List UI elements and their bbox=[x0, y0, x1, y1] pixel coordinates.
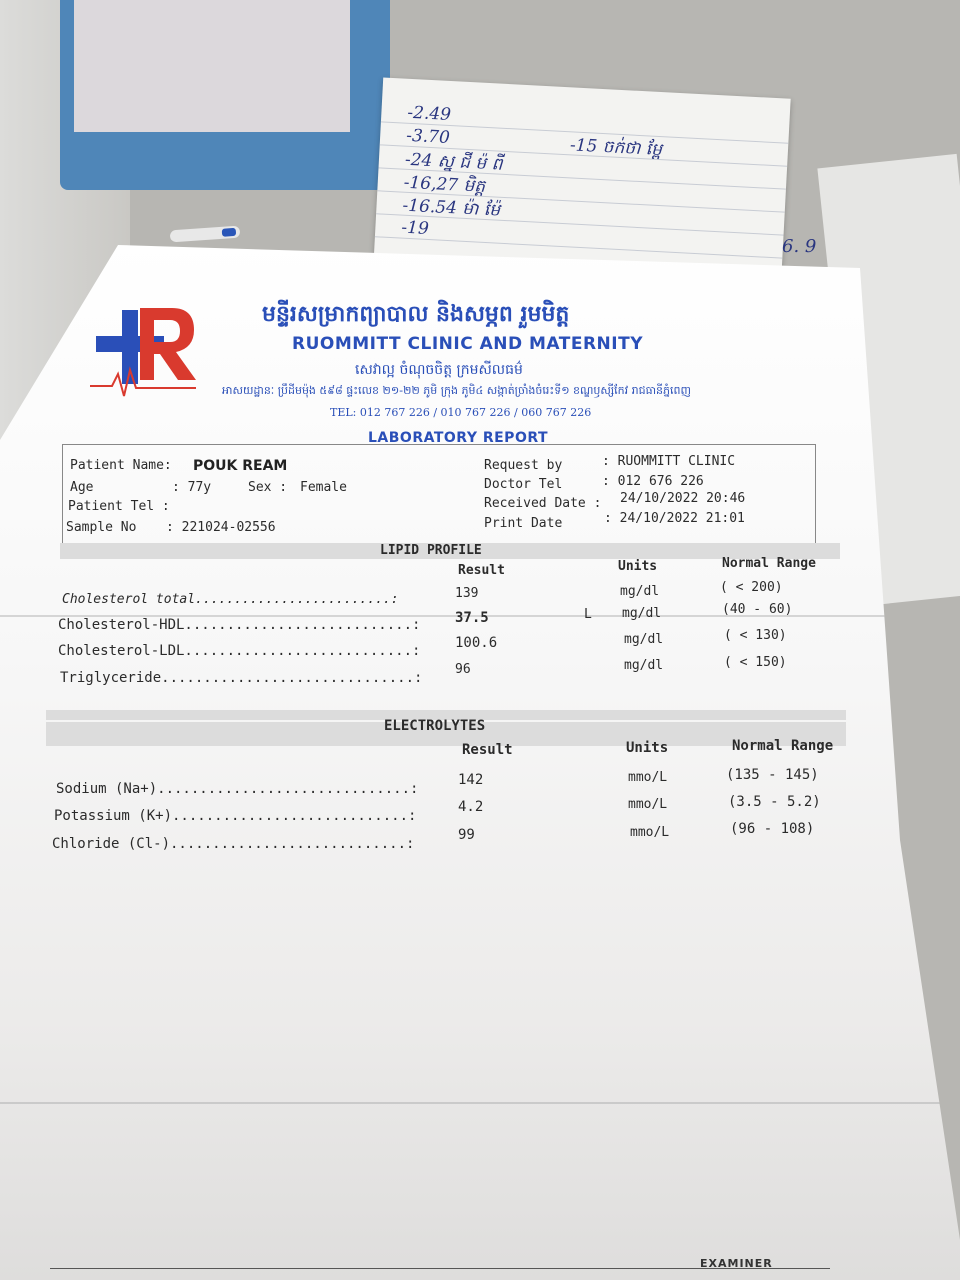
received-date-label: Received Date : bbox=[484, 496, 602, 511]
clinic-tel: TEL: 012 767 226 / 010 767 226 / 060 767 226 bbox=[330, 406, 592, 419]
patient-tel-label: Patient Tel : bbox=[68, 499, 170, 514]
request-by: : RUOMMITT CLINIC bbox=[602, 454, 736, 469]
lipid-units: mg/dl bbox=[624, 632, 664, 647]
note-corner: 6. 9 bbox=[782, 236, 817, 257]
lipid-result: 96 bbox=[455, 662, 471, 677]
lipid-test-name: Cholesterol-HDL...........................: bbox=[58, 617, 421, 633]
print-date: : 24/10/2022 21:01 bbox=[604, 511, 745, 526]
lipid-flag: L bbox=[584, 607, 592, 622]
electrolyte-result: 4.2 bbox=[458, 799, 484, 815]
received-date: 24/10/2022 20:46 bbox=[620, 491, 746, 506]
lipid-col-result: Result bbox=[458, 563, 505, 578]
sample-no-label: Sample No bbox=[66, 520, 137, 535]
electrolytes-col-units: Units bbox=[626, 740, 669, 756]
lipid-test-name: Triglyceride..............................: bbox=[60, 670, 423, 686]
examiner-label: EXAMINER bbox=[700, 1257, 773, 1270]
electrolyte-units: mmo/L bbox=[630, 825, 670, 840]
note-text: -19 bbox=[400, 217, 430, 240]
clinic-name: RUOMMITT CLINIC AND MATERNITY bbox=[292, 334, 644, 354]
print-date-label: Print Date bbox=[484, 516, 563, 531]
electrolyte-result: 99 bbox=[458, 827, 475, 843]
electrolyte-test-name: Potassium (K+)............................: bbox=[54, 808, 417, 824]
electrolytes-col-range: Normal Range bbox=[732, 738, 834, 754]
doctor-tel-label: Doctor Tel bbox=[484, 477, 563, 492]
lipid-units: mg/dl bbox=[624, 658, 664, 673]
lipid-result: 139 bbox=[455, 586, 479, 601]
lipid-test-name: Cholesterol-LDL...........................: bbox=[58, 643, 421, 659]
lipid-col-units: Units bbox=[618, 559, 658, 574]
sex-value: Female bbox=[300, 480, 347, 495]
electrolyte-units: mmo/L bbox=[628, 770, 668, 785]
sex-label: Sex : bbox=[248, 480, 288, 495]
lipid-result: 37.5 bbox=[455, 610, 489, 626]
report-title: LABORATORY REPORT bbox=[368, 430, 549, 446]
pen-cap bbox=[222, 228, 237, 237]
lipid-units: mg/dl bbox=[620, 584, 660, 599]
note-text: -3.70 bbox=[405, 125, 451, 149]
age-value: : 77y bbox=[172, 480, 212, 495]
note-text-right: -15 ចក់ថា ម្ពែ bbox=[569, 135, 663, 161]
request-by-label: Request by bbox=[484, 458, 563, 473]
age-label: Age bbox=[70, 480, 94, 495]
electrolyte-units: mmo/L bbox=[628, 797, 668, 812]
electrolyte-range: (135 - 145) bbox=[726, 767, 819, 783]
fold-crease bbox=[0, 1102, 960, 1104]
electrolyte-range: (3.5 - 5.2) bbox=[728, 794, 821, 810]
patient-name-label: Patient Name: bbox=[70, 458, 172, 473]
note-text: -2.49 bbox=[406, 102, 452, 126]
pen bbox=[170, 226, 241, 243]
lipid-range: ( < 200) bbox=[720, 580, 783, 595]
note-text: -16.54 ម៉ា ម៉ែ bbox=[402, 195, 501, 221]
lipid-title: LIPID PROFILE bbox=[380, 543, 482, 558]
frame-inner bbox=[74, 0, 350, 132]
lipid-range: ( < 150) bbox=[724, 655, 787, 670]
clinic-address: អាសយដ្ឋានៈ ប្រឹដីមម៉ុង ៥៩៨ ផ្ទះលេខ ២១-២២ ភូមិ ក្រុង ភូមិ៤ សង្កាត់ច្រាំងចំរេះទី១ ខណ្ឌឫស្សីកែវ រាជធានីភ្នំពេញ bbox=[222, 384, 691, 397]
note-text: -24 ស្ន ជី ម៉ ពី bbox=[404, 149, 503, 175]
clinic-motto-khmer: សេវាល្អ ចំណុចចិត្ត ក្រមសីលធម៌ bbox=[355, 362, 523, 378]
sample-no: : 221024-02556 bbox=[166, 520, 276, 535]
patient-name: POUK REAM bbox=[193, 458, 288, 474]
lipid-result: 100.6 bbox=[455, 635, 498, 651]
blue-frame bbox=[60, 0, 390, 190]
clinic-logo-icon bbox=[90, 300, 200, 400]
electrolyte-test-name: Sodium (Na+)..............................: bbox=[56, 781, 419, 797]
note-text: -16,27 មិត្ត bbox=[403, 172, 486, 197]
lipid-range: (40 - 60) bbox=[722, 602, 793, 617]
lipid-test-name: Cholesterol total.........................: bbox=[62, 592, 399, 607]
lipid-range: ( < 130) bbox=[724, 628, 787, 643]
electrolyte-result: 142 bbox=[458, 772, 484, 788]
electrolytes-title: ELECTROLYTES bbox=[384, 718, 486, 734]
lipid-units: mg/dl bbox=[622, 606, 662, 621]
electrolyte-range: (96 - 108) bbox=[730, 821, 815, 837]
electrolytes-col-result: Result bbox=[462, 742, 513, 758]
doctor-tel: : 012 676 226 bbox=[602, 474, 704, 489]
lipid-col-range: Normal Range bbox=[722, 556, 816, 571]
clinic-name-khmer: មន្ទីរសម្រាកព្យាបាល និងសម្ភព រួមមិត្ត bbox=[262, 302, 570, 327]
electrolyte-test-name: Chloride (Cl-)............................: bbox=[52, 836, 415, 852]
